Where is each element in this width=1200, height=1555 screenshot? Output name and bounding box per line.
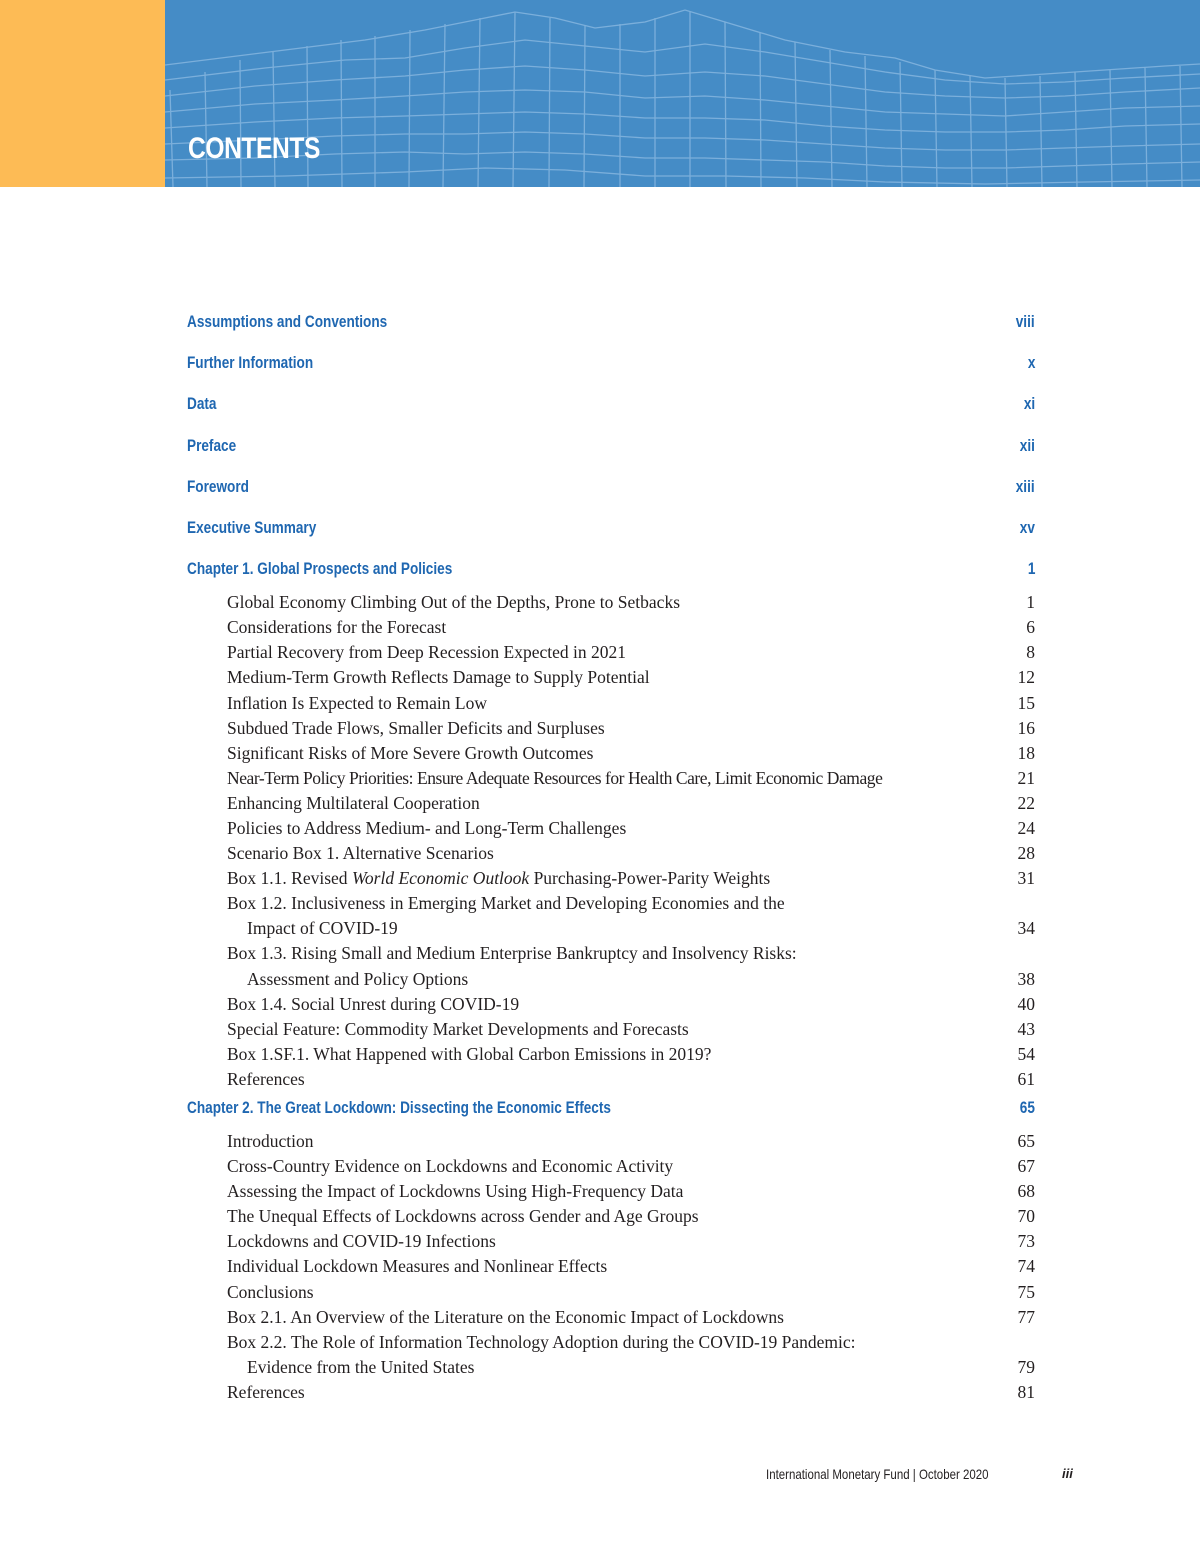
toc-entry-page: xv: [1019, 517, 1035, 537]
toc-chapter-1[interactable]: [187, 559, 1035, 590]
section-label[interactable]: The Unequal Effects of Lockdowns across Gender and Age Groups: [227, 1206, 699, 1227]
wireframe-landscape-icon: [165, 0, 1200, 187]
toc-section[interactable]: [187, 1280, 1035, 1305]
toc-entry-preface[interactable]: [187, 436, 1035, 477]
toc-section[interactable]: [187, 665, 1035, 690]
section-label-line2: Assessment and Policy Options: [247, 968, 469, 989]
section-label[interactable]: Box 1.SF.1. What Happened with Global Carbon Emissions in 2019?: [227, 1043, 712, 1064]
section-label-line1: Box 2.2. The Role of Information Technology Adoption during the COVID-19 Pandemic:: [227, 1331, 856, 1352]
toc-entry-foreword[interactable]: [187, 477, 1035, 518]
toc-entry-page: xii: [1019, 435, 1035, 455]
section-page: 6: [1026, 617, 1035, 638]
section-page: 12: [1017, 667, 1035, 688]
section-label-line2: Impact of COVID-19: [247, 918, 398, 939]
toc-section[interactable]: [187, 1305, 1035, 1330]
chapter-1-block: [187, 559, 1035, 1092]
section-label[interactable]: Box 2.1. An Overview of the Literature on the Economic Impact of Lockdowns: [227, 1306, 784, 1327]
toc-section[interactable]: [187, 1330, 1035, 1380]
toc-section[interactable]: [187, 691, 1035, 716]
toc-section[interactable]: [187, 791, 1035, 816]
toc-section[interactable]: [187, 1154, 1035, 1179]
toc-section[interactable]: [187, 1380, 1035, 1405]
toc-section[interactable]: [187, 866, 1035, 891]
section-label[interactable]: Near-Term Policy Priorities: Ensure Adequate Resources for Health Care, Limit Economic Damage: [227, 767, 883, 788]
section-page: 21: [1017, 767, 1035, 788]
section-label-prefix: Box 1.1. Revised: [227, 868, 352, 889]
toc-section[interactable]: [187, 1017, 1035, 1042]
section-label[interactable]: Global Economy Climbing Out of the Depths, Prone to Setbacks: [227, 592, 681, 613]
section-page: 24: [1017, 817, 1035, 838]
toc-section[interactable]: [187, 992, 1035, 1017]
section-page: 77: [1017, 1306, 1035, 1327]
section-label-line1: Box 1.3. Rising Small and Medium Enterprise Bankruptcy and Insolvency Risks:: [227, 943, 797, 964]
section-label-italic-title: World Economic Outlook: [351, 868, 530, 889]
toc-entry-page: xi: [1023, 394, 1035, 414]
toc-entry-page: x: [1027, 353, 1035, 373]
section-label[interactable]: Individual Lockdown Measures and Nonlinear Effects: [227, 1256, 608, 1277]
toc-entry-data[interactable]: [187, 394, 1035, 435]
chapter-2-block: [187, 1098, 1035, 1405]
toc-chapter-2[interactable]: [187, 1098, 1035, 1129]
section-label[interactable]: Special Feature: Commodity Market Developments and Forecasts: [227, 1018, 689, 1039]
toc-entry-page: xiii: [1016, 476, 1035, 496]
section-page: 22: [1017, 792, 1035, 813]
section-label[interactable]: References: [227, 1381, 305, 1402]
section-label[interactable]: Considerations for the Forecast: [227, 617, 447, 638]
section-page: 28: [1017, 843, 1035, 864]
toc-section[interactable]: [187, 1042, 1035, 1067]
toc-section[interactable]: [187, 1067, 1035, 1092]
toc-section[interactable]: [187, 1179, 1035, 1204]
footer-publisher-date: International Monetary Fund | October 2020: [766, 1466, 989, 1482]
section-label[interactable]: [227, 891, 785, 941]
section-label[interactable]: Cross-Country Evidence on Lockdowns and Economic Activity: [227, 1156, 674, 1177]
page-header: [0, 0, 1200, 187]
section-page: 74: [1017, 1256, 1035, 1277]
toc-section[interactable]: [187, 1204, 1035, 1229]
section-page: 43: [1017, 1018, 1035, 1039]
section-page: 31: [1017, 868, 1035, 889]
section-page: 68: [1017, 1181, 1035, 1202]
toc-section[interactable]: [187, 891, 1035, 941]
footer-page-number: iii: [1062, 1466, 1073, 1481]
section-label[interactable]: Scenario Box 1. Alternative Scenarios: [227, 843, 494, 864]
section-label[interactable]: Enhancing Multilateral Cooperation: [227, 792, 480, 813]
toc-entry-page: viii: [1016, 312, 1035, 331]
toc-section[interactable]: [187, 816, 1035, 841]
toc-entry-label[interactable]: Executive Summary: [187, 517, 317, 537]
toc-entry-label[interactable]: Assumptions and Conventions: [187, 312, 388, 331]
section-page: 79: [1017, 1356, 1035, 1377]
toc-section[interactable]: [187, 716, 1035, 741]
section-label[interactable]: Assessing the Impact of Lockdowns Using High-Frequency Data: [227, 1181, 684, 1202]
section-page: 15: [1017, 692, 1035, 713]
section-label-line1: Box 1.2. Inclusiveness in Emerging Market and Developing Economies and the: [227, 893, 785, 914]
toc-section[interactable]: [187, 766, 1035, 791]
toc-section[interactable]: [187, 741, 1035, 766]
toc-entry-assumptions[interactable]: [187, 312, 1035, 353]
section-label[interactable]: Conclusions: [227, 1281, 314, 1302]
table-of-contents: [187, 312, 1035, 1411]
toc-entry-label[interactable]: Foreword: [187, 476, 249, 496]
section-label[interactable]: Box 1.4. Social Unrest during COVID-19: [227, 993, 520, 1014]
section-label[interactable]: Lockdowns and COVID-19 Infections: [227, 1231, 496, 1252]
toc-section[interactable]: [187, 1254, 1035, 1279]
section-label[interactable]: Introduction: [227, 1131, 314, 1151]
section-page: 61: [1017, 1068, 1035, 1089]
section-label[interactable]: [227, 1330, 856, 1380]
toc-section[interactable]: [187, 941, 1035, 991]
page-title: CONTENTS: [188, 132, 321, 165]
toc-section[interactable]: [187, 615, 1035, 640]
section-page: 16: [1017, 717, 1035, 738]
toc-section[interactable]: [187, 640, 1035, 665]
toc-entry-further-information[interactable]: [187, 353, 1035, 394]
section-page: 18: [1017, 742, 1035, 763]
section-page: 54: [1017, 1043, 1035, 1064]
section-label-suffix: Purchasing-Power-Parity Weights: [529, 868, 771, 889]
section-label[interactable]: Policies to Address Medium- and Long-Term Challenges: [227, 817, 627, 838]
section-label-line2: Evidence from the United States: [247, 1356, 475, 1377]
section-page: 70: [1017, 1206, 1035, 1227]
toc-entry-label[interactable]: Data: [187, 394, 217, 414]
toc-section[interactable]: [187, 841, 1035, 866]
chapter-title[interactable]: Chapter 1. Global Prospects and Policies: [187, 559, 453, 579]
chapter-page: 1: [1027, 559, 1035, 579]
section-page: 8: [1026, 642, 1035, 663]
section-label[interactable]: References: [227, 1068, 305, 1089]
toc-entry-label[interactable]: Further Information: [187, 353, 314, 373]
toc-entry-executive-summary[interactable]: [187, 518, 1035, 559]
section-label[interactable]: Subdued Trade Flows, Smaller Deficits and Surpluses: [227, 717, 605, 738]
section-label[interactable]: Significant Risks of More Severe Growth Outcomes: [227, 742, 594, 763]
section-page: 38: [1017, 968, 1035, 989]
chapter-page: 65: [1019, 1098, 1035, 1117]
header-accent-block: [0, 0, 165, 187]
section-label[interactable]: Partial Recovery from Deep Recession Expected in 2021: [227, 642, 626, 663]
section-page: 81: [1017, 1381, 1035, 1402]
section-label[interactable]: Medium-Term Growth Reflects Damage to Supply Potential: [227, 667, 650, 688]
toc-section[interactable]: [187, 1229, 1035, 1254]
section-page: 1: [1026, 592, 1035, 613]
section-page: 34: [1017, 918, 1035, 939]
section-page: 67: [1017, 1156, 1035, 1177]
section-label[interactable]: Inflation Is Expected to Remain Low: [227, 692, 487, 713]
section-page: 73: [1017, 1231, 1035, 1252]
section-page: 40: [1017, 993, 1035, 1014]
toc-section[interactable]: [187, 590, 1035, 615]
toc-section[interactable]: [187, 1129, 1035, 1154]
section-label[interactable]: [227, 941, 797, 991]
chapter-title[interactable]: Chapter 2. The Great Lockdown: Dissecting the Economic Effects: [187, 1098, 611, 1117]
section-page: 65: [1017, 1131, 1035, 1151]
header-band: [165, 0, 1200, 187]
toc-entry-label[interactable]: Preface: [187, 435, 237, 455]
section-page: 75: [1017, 1281, 1035, 1302]
section-label[interactable]: [227, 866, 770, 891]
